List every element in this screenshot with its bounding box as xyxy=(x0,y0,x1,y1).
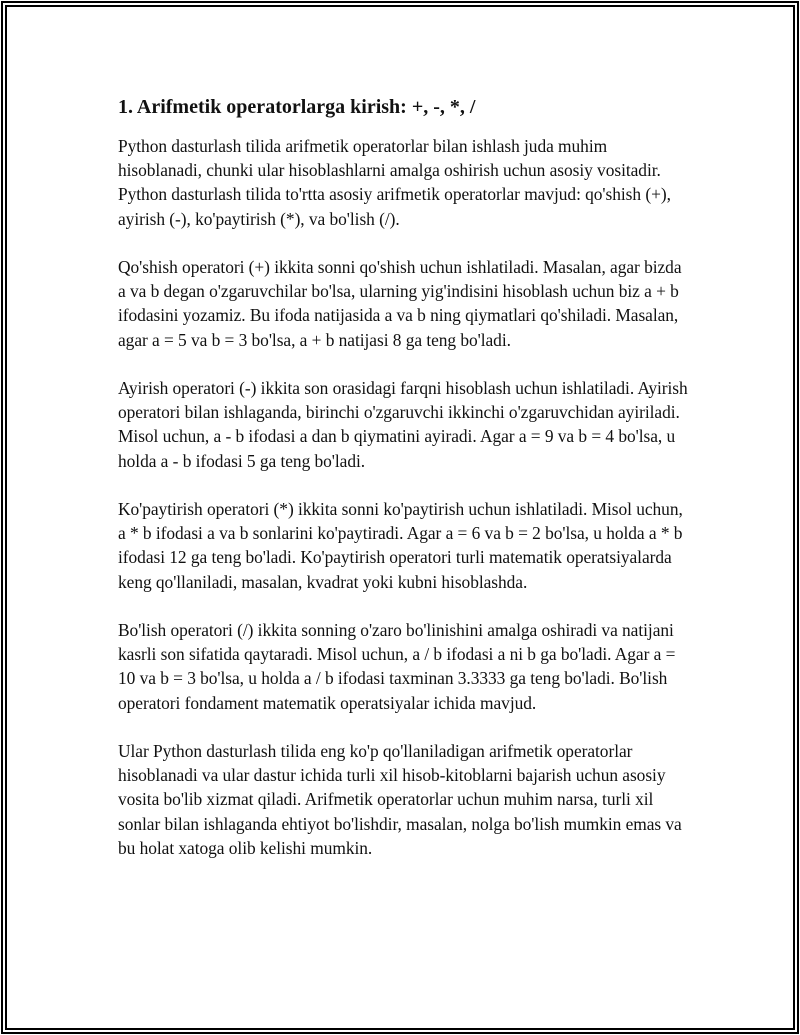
paragraph-intro: Python dasturlash tilida arifmetik operatorlar bilan ishlash juda muhim hisoblanadi, chunki ular hisoblashlarni amalga oshirish uchun asosiy vositadir. Python dasturlash tilida to'rtta asosiy arifmetik operatorlar mavjud: qo'shish (+), ayirish (-), ko'paytirish (*), va bo'lish (/). xyxy=(118,136,671,229)
paragraph-conclusion: Ular Python dasturlash tilida eng ko'p qo'llaniladigan arifmetik operatorlar hisoblanadi va ular dastur ichida turli xil hisob-kitoblarni bajarish uchun asosiy vosita bo'lib xizmat qiladi. Arifmetik operatorlar uchun muhim narsa, turli xil sonlar bilan ishlaganda ehtiyot bo'lishdir, masalan, nolga bo'lish mumkin emas va bu holat xatoga olib kelishi mumkin. xyxy=(118,741,682,858)
paragraph-division: Bo'lish operatori (/) ikkita sonning o'zaro bo'linishini amalga oshiradi va natijani kasrli son sifatida qaytaradi. Misol uchun, a / b ifodasi a ni b ga bo'ladi. Agar a = 10 va b = 3 bo'lsa, u holda a / b ifodasi taxminan 3.3333 ga teng bo'ladi. Bo'lish operatori fondament matematik operatsiyalar ichida mavjud. xyxy=(118,620,676,713)
paragraph-subtraction: Ayirish operatori (-) ikkita son orasidagi farqni hisoblash uchun ishlatiladi. Ayirish operatori bilan ishlaganda, birinchi o'zgaruvchi ikkinchi o'zgaruvchidan ayiriladi. Misol uchun, a - b ifodasi a dan b qiymatini ayiradi. Agar a = 9 va b = 4 bo'lsa, u holda a - b ifodasi 5 ga teng bo'ladi. xyxy=(118,378,688,471)
section-heading: 1. Arifmetik operatorlarga kirish: +, -, *, / xyxy=(118,96,476,118)
paragraph-addition: Qo'shish operatori (+) ikkita sonni qo'shish uchun ishlatiladi. Masalan, agar bizda a va b degan o'zgaruvchilar bo'lsa, ularning yig'indisini hisoblash uchun biz a + b ifodasini yozamiz. Bu ifoda natijasida a va b ning qiymatlari qo'shiladi. Masalan, agar a = 5 va b = 3 bo'lsa, a + b natijasi 8 ga teng bo'ladi. xyxy=(118,257,682,350)
document-page xyxy=(118,94,690,884)
paragraph-multiplication: Ko'paytirish operatori (*) ikkita sonni ko'paytirish uchun ishlatiladi. Misol uchun, a * b ifodasi a va b sonlarini ko'paytiradi. Agar a = 6 va b = 2 bo'lsa, u holda a * b ifodasi 12 ga teng bo'ladi. Ko'paytirish operatori turli matematik operatsiyalarda keng qo'llaniladi, masalan, kvadrat yoki kubni hisoblashda. xyxy=(118,499,683,592)
